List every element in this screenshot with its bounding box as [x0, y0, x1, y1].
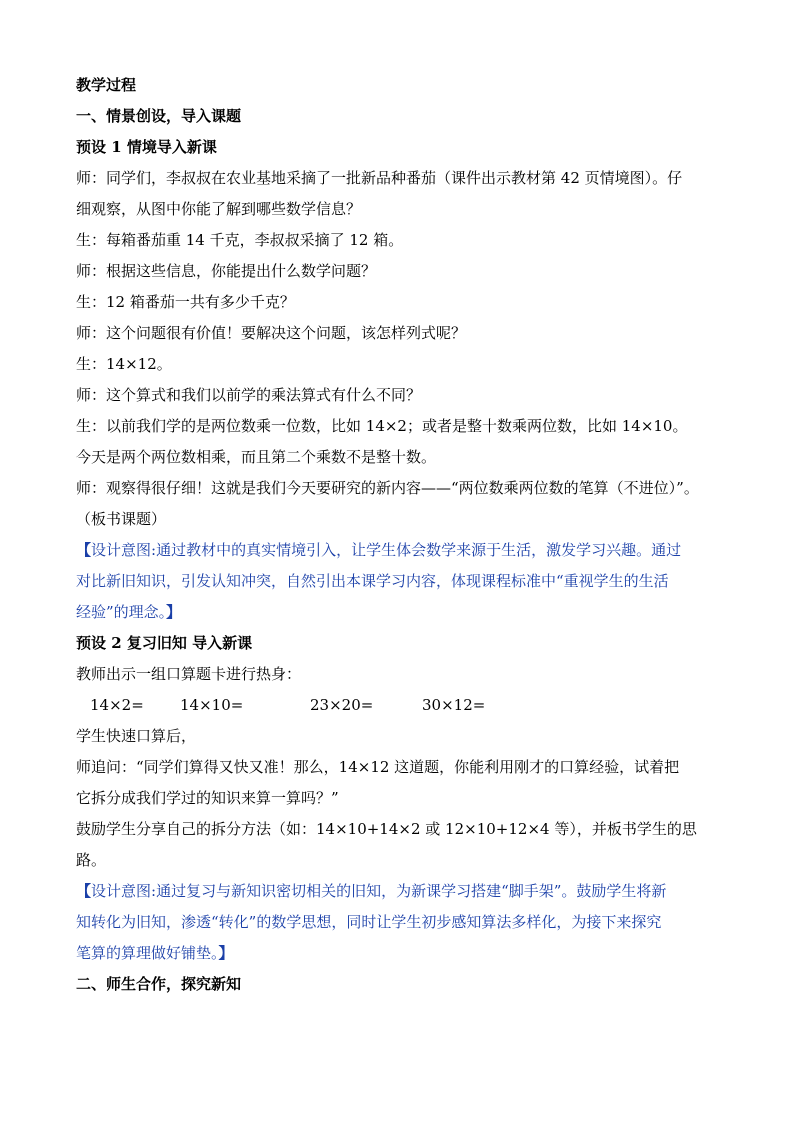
dialog-line: 师：观察得很仔细！这就是我们今天要研究的新内容——“两位数乘两位数的笔算（不进位）”。: [76, 479, 699, 497]
warmup-intro: 教师出示一组口算题卡进行热身：: [76, 665, 302, 683]
intent-line: 对比新旧知识，引发认知冲突，自然引出本课学习内容，体现课程标准中“重视学生的生活: [76, 572, 669, 590]
review-line: 鼓励学生分享自己的拆分方法（如：14×10+14×2 或 12×10+12×4 等），并板书学生的思: [76, 820, 697, 838]
review-line: 它拆分成我们学过的知识来算一算吗？”: [76, 789, 339, 807]
review-line: 学生快速口算后，: [76, 727, 197, 745]
dialog-line: 师：根据这些信息，你能提出什么数学问题？: [76, 262, 377, 280]
dialog-line: 生：每箱番茄重 14 千克，李叔叔采摘了 12 箱。: [76, 231, 404, 249]
dialog-line: 师：这个问题很有价值！要解决这个问题，该怎样列式呢？: [76, 324, 467, 342]
design-intent-1: [76, 535, 721, 628]
intent-text: 设计意图:通过教材中的真实情境引入，让学生体会数学来源于生活，激发学习兴趣。通过: [91, 541, 682, 559]
review-line: 师追问：“同学们算得又快又准！那么，14×12 这道题，你能利用刚才的口算经验，试着把: [76, 758, 680, 776]
intent-line: [76, 938, 721, 969]
design-intent-2: [76, 876, 721, 969]
dialog-line: 今天是两个两位数相乘，而且第二个乘数不是整十数。: [76, 448, 437, 466]
calc-card-row: [76, 690, 721, 721]
calc-item: 14×10=: [180, 696, 244, 714]
bracket-close: 】: [166, 603, 182, 621]
dialog-line: 生：14×12。: [76, 355, 172, 373]
intent-text: 笔算的算理做好铺垫。: [76, 944, 219, 962]
dialog-line: （板书课题）: [76, 510, 167, 528]
heading: 教学过程: [76, 76, 137, 94]
section-1-title: 一、情景创设，导入课题: [76, 107, 242, 125]
calc-item: 14×2=: [90, 696, 144, 714]
dialog-line: 生：以前我们学的是两位数乘一位数，比如 14×2；或者是整十数乘两位数，比如 14×10。: [76, 417, 688, 435]
bracket-close: 】: [218, 944, 234, 962]
intent-text: 经验”的理念。: [76, 603, 167, 621]
calc-item: 30×12=: [422, 696, 486, 714]
bracket-open: 【: [76, 541, 92, 559]
dialog-line: 师：同学们，李叔叔在农业基地采摘了一批新品种番茄（课件出示教材第 42 页情境图）。仔: [76, 169, 683, 187]
intent-text: 设计意图:通过复习与新知识密切相关的旧知，为新课学习搭建“脚手架”。鼓励学生将新: [91, 882, 667, 900]
intent-line: [76, 876, 721, 907]
dialog-line: 师：这个算式和我们以前学的乘法算式有什么不同？: [76, 386, 422, 404]
section-2-title: 二、师生合作，探究新知: [76, 975, 242, 993]
preset-2-title: 预设 2 复习旧知 导入新课: [76, 634, 253, 652]
dialog-line: 细观察，从图中你能了解到哪些数学信息？: [76, 200, 362, 218]
intent-line: 知转化为旧知，渗透“转化”的数学思想，同时让学生初步感知算法多样化，为接下来探究: [76, 913, 662, 931]
calc-item: 23×20=: [310, 696, 374, 714]
document-body: [76, 70, 721, 1000]
bracket-open: 【: [76, 882, 92, 900]
dialog-line: 生：12 箱番茄一共有多少千克？: [76, 293, 295, 311]
intent-line: [76, 597, 721, 628]
preset-1-title: 预设 1 情境导入新课: [76, 138, 217, 156]
intent-line: [76, 535, 721, 566]
review-line: 路。: [76, 851, 107, 869]
